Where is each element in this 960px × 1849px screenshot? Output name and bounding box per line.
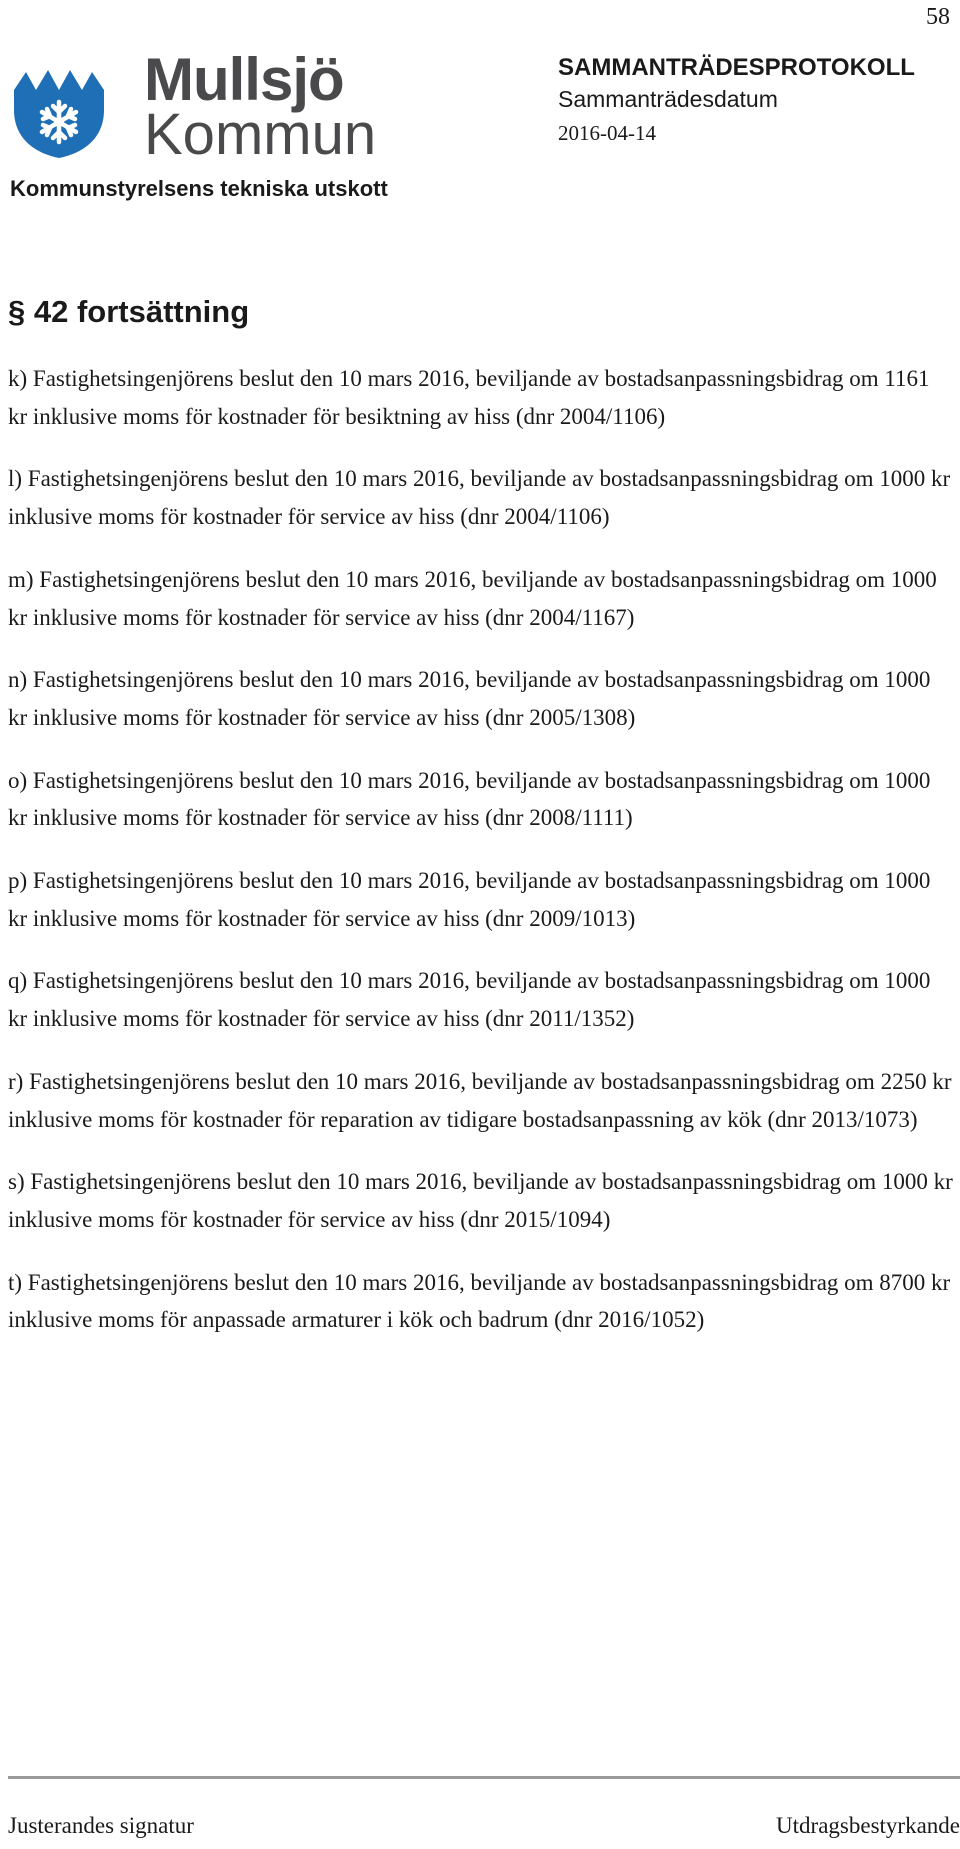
footer-signature-label: Justerandes signatur xyxy=(8,1813,194,1838)
decision-item-q: q) Fastighetsingenjörens beslut den 10 mars 2016, beviljande av bostadsanpassningsbidrag om 1000 kr inklusive moms för kostnader för service av hiss (dnr 2011/1352) xyxy=(8,968,931,1032)
meeting-date: 2016-04-14 xyxy=(558,121,656,145)
protocol-header xyxy=(558,54,915,146)
decision-list xyxy=(8,360,953,1364)
section-title: 42 fortsättning xyxy=(33,294,250,329)
logo-text-line1: Mullsjö xyxy=(144,46,344,113)
logo-text-line2: Kommun xyxy=(144,102,377,167)
decision-item-n: n) Fastighetsingenjörens beslut den 10 mars 2016, beviljande av bostadsanpassningsbidrag om 1000 kr inklusive moms för kostnader för service av hiss (dnr 2005/1308) xyxy=(8,667,931,730)
logo-wordmark xyxy=(144,46,377,167)
decision-item-t: t) Fastighetsingenjörens beslut den 10 mars 2016, beviljande av bostadsanpassningsbidrag om 8700 kr inklusive moms för anpassade armaturer i kök och badrum (dnr 2016/1052) xyxy=(8,1269,951,1333)
section-symbol: § xyxy=(8,294,26,329)
protocol-title: SAMMANTRÄDESPROTOKOLL xyxy=(558,54,915,81)
section-heading xyxy=(8,294,249,330)
footer-certification-label: Utdragsbestyrkande xyxy=(776,1813,960,1838)
municipality-logo xyxy=(10,46,377,167)
decision-item-k: k) Fastighetsingenjörens beslut den 10 mars 2016, beviljande av bostadsanpassningsbidrag om 1161 kr inklusive moms för kostnader för besiktning av hiss (dnr 2004/1106) xyxy=(8,366,930,429)
committee-name: Kommunstyrelsens tekniska utskott xyxy=(10,176,388,201)
decision-item-m: m) Fastighetsingenjörens beslut den 10 mars 2016, beviljande av bostadsanpassningsbidrag om 1000 kr inklusive moms för kostnader för service av hiss (dnr 2004/1167) xyxy=(8,566,937,630)
decision-item-l: l) Fastighetsingenjörens beslut den 10 mars 2016, beviljande av bostadsanpassningsbidrag om 1000 kr inklusive moms för kostnader för service av hiss (dnr 2004/1106) xyxy=(8,466,951,530)
page-number: 58 xyxy=(926,4,950,30)
coat-of-arms-icon xyxy=(10,50,108,160)
footer-divider xyxy=(8,1776,960,1779)
decision-item-r: r) Fastighetsingenjörens beslut den 10 mars 2016, beviljande av bostadsanpassningsbidrag om 2250 kr inklusive moms för kostnader för reparation av tidigare bostadsanpassning av kök (dnr 2013/1073) xyxy=(8,1068,952,1132)
meeting-date-label: Sammanträdesdatum xyxy=(558,86,778,112)
decision-item-p: p) Fastighetsingenjörens beslut den 10 mars 2016, beviljande av bostadsanpassningsbidrag om 1000 kr inklusive moms för kostnader för service av hiss (dnr 2009/1013) xyxy=(8,868,931,931)
decision-item-s: s) Fastighetsingenjörens beslut den 10 mars 2016, beviljande av bostadsanpassningsbidrag om 1000 kr inklusive moms för kostnader för service av hiss (dnr 2015/1094) xyxy=(8,1169,953,1232)
decision-item-o: o) Fastighetsingenjörens beslut den 10 mars 2016, beviljande av bostadsanpassningsbidrag om 1000 kr inklusive moms för kostnader för service av hiss (dnr 2008/1111) xyxy=(8,767,931,831)
